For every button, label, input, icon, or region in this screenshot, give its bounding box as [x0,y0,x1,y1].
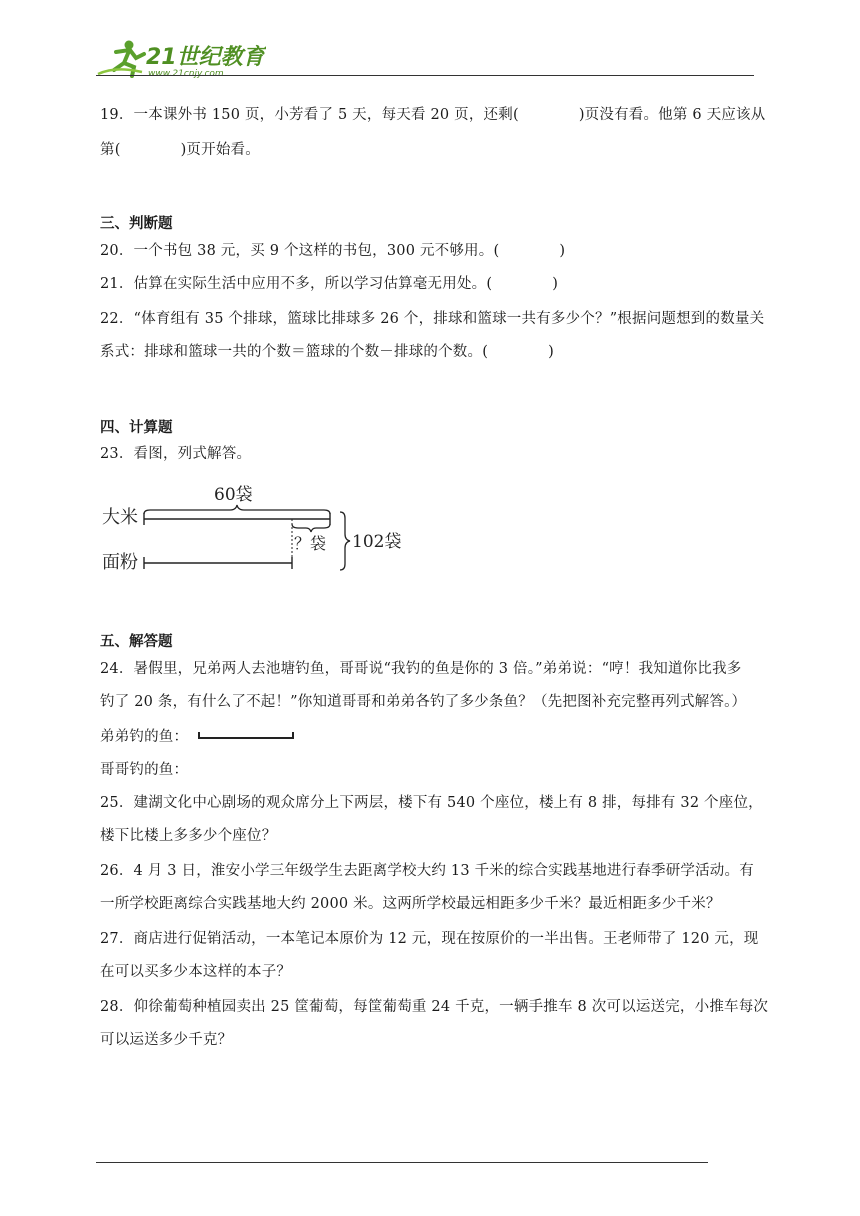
section4-title: 四、计算题 [100,420,173,436]
q24-younger: 弟弟钓的鱼： [100,727,297,747]
rice-label: 大米 [102,507,138,528]
footer-divider [96,1162,708,1163]
q20: 20．一个书包 38 元，买 9 个这样的书包，300 元不够用。( ) [100,243,566,259]
q27-line2: 在可以买多少本这样的本子？ [100,964,292,980]
section5-title: 五、解答题 [100,634,173,650]
q19-line1: 19．一本课外书 150 页，小芳看了 5 天，每天看 20 页，还剩( )页没有看。他第 6 天应该从 [100,107,766,123]
q24-line1: 24．暑假里，兄弟两人去池塘钓鱼，哥哥说“我钓的鱼是你的 3 倍。”弟弟说：“哼！我知道你比我多 [100,661,742,677]
q24-line2: 钓了 20 条，有什么了不起！”你知道哥哥和弟弟各钓了多少条鱼？（先把图补充完整再列式解答。） [100,694,747,710]
q23-diagram [96,478,406,578]
section3-title: 三、判断题 [100,216,173,232]
difference-brace [292,524,330,532]
q25-line1: 25．建湖文化中心剧场的观众席分上下两层，楼下有 540 个座位，楼上有 8 排，每排有 32 个座位， [100,795,763,811]
q22-line2: 系式：排球和篮球一共的个数＝篮球的个数－排球的个数。( ) [100,344,554,360]
younger-brother-segment [197,727,297,747]
q28-line1: 28．仰徐葡萄种植园卖出 25 筐葡萄，每筐葡萄重 24 千克，一辆手推车 8 次可以运送完，小推车每次 [100,999,769,1015]
total-brace [340,512,350,570]
q26-line1: 26．4 月 3 日，淮安小学三年级学生去距离学校大约 13 千米的综合实践基地进行春季研学活动。有 [100,863,754,879]
logo-text: 21世纪教育 [146,45,265,70]
runner-logo-icon [98,41,144,77]
top-brace [144,505,330,514]
unknown-label: ？袋 [294,534,327,553]
q28-line2: 可以运送多少千克？ [100,1032,233,1048]
q19-line2: 第( )页开始看。 [100,142,260,158]
flour-label: 面粉 [102,552,138,573]
total-label: 102袋 [352,532,402,552]
q26-line2: 一所学校距离综合实践基地大约 2000 米。这两所学校最远相距多少千米？最近相距多少千米？ [100,896,721,912]
q22-line1: 22．“体育组有 35 个排球，篮球比排球多 26 个，排球和篮球一共有多少个？”根据问题想到的数量关 [100,311,765,327]
top-brace-label: 60袋 [214,485,253,505]
q27-line1: 27．商店进行促销活动，一本笔记本原价为 12 元，现在按原价的一半出售。王老师带了 120 元，现 [100,931,759,947]
logo-url: www.21cnjy.com [148,69,224,79]
site-logo [96,36,266,80]
q25-line2: 楼下比楼上多多少个座位？ [100,828,277,844]
header-divider [96,75,754,76]
q24-older: 哥哥钓的鱼： [100,762,189,778]
q23: 23．看图，列式解答。 [100,446,252,462]
q21: 21．估算在实际生活中应用不多，所以学习估算毫无用处。( ) [100,276,559,292]
